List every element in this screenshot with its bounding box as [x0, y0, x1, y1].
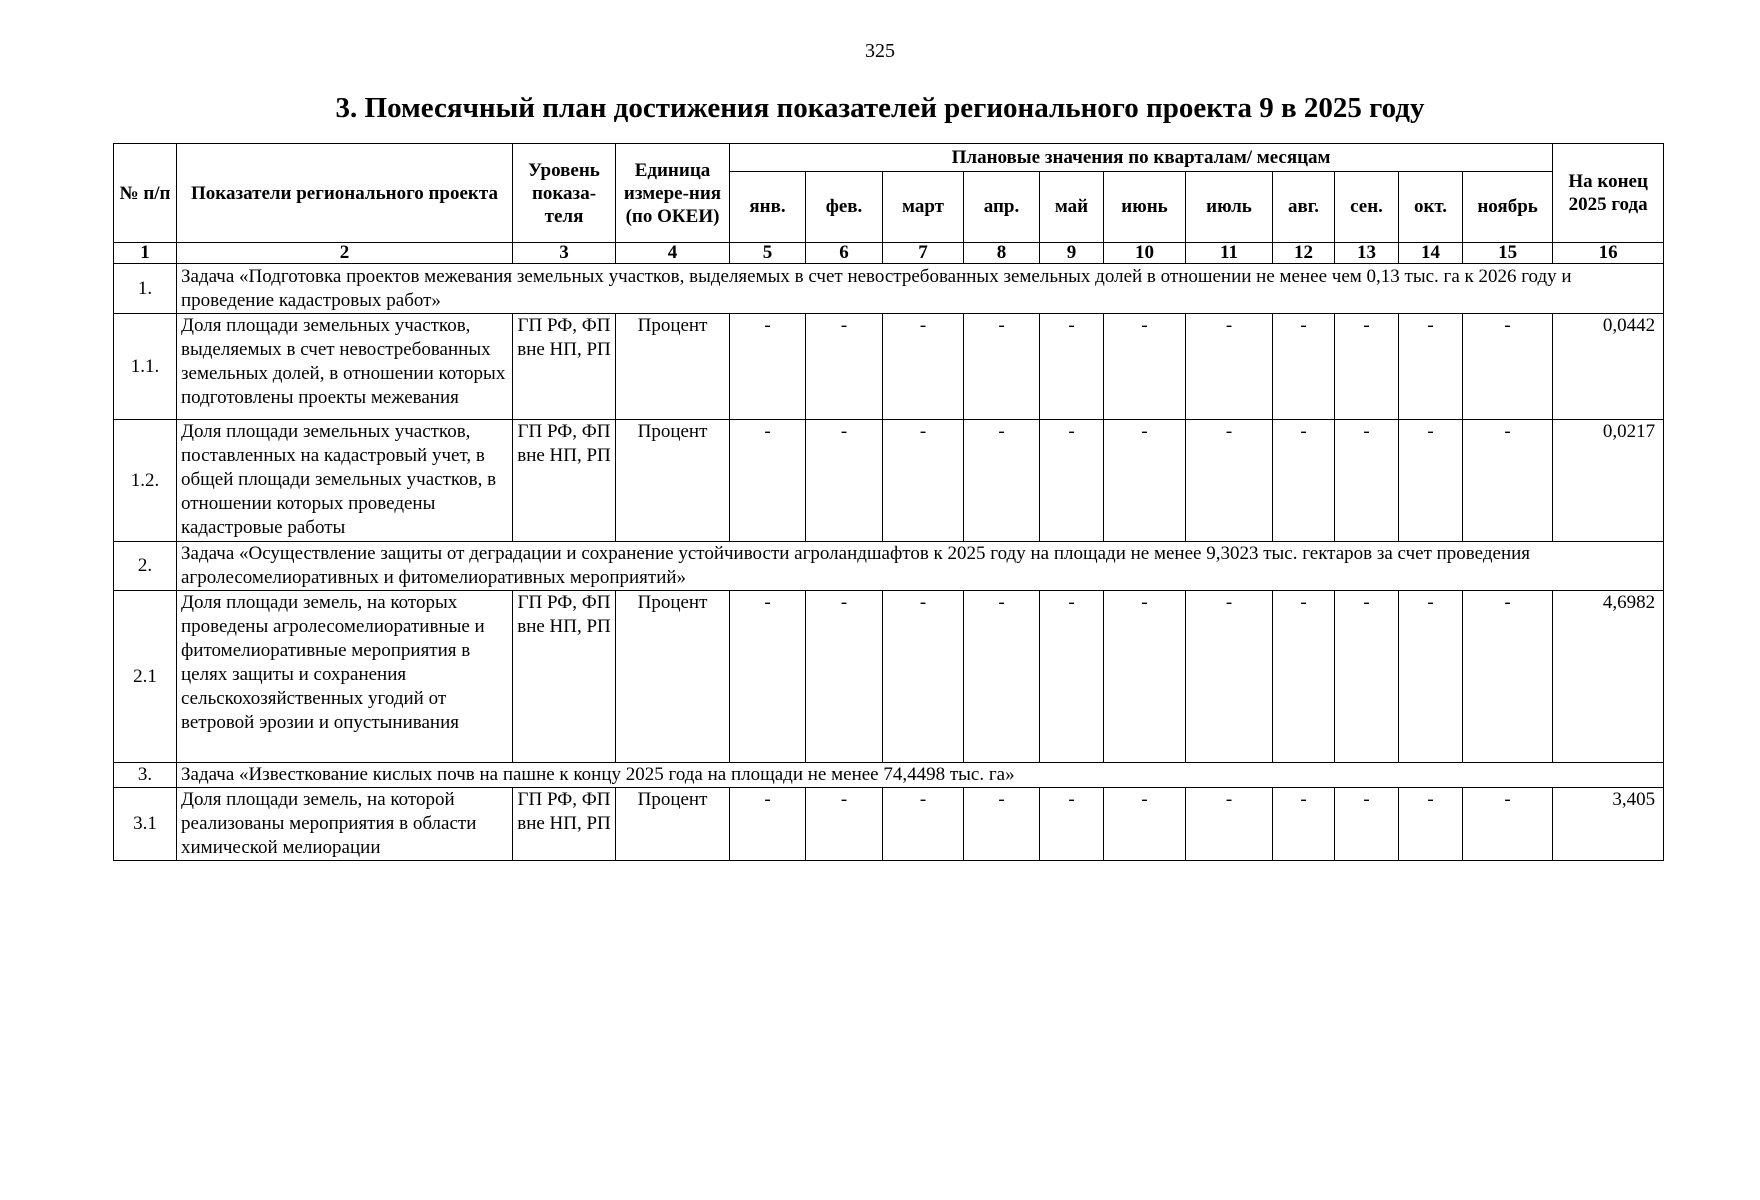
month-value: -	[1104, 314, 1186, 420]
indicator-row	[114, 314, 1664, 420]
month-value: -	[806, 591, 883, 763]
indicator-level: ГП РФ, ФП вне НП, РП	[513, 591, 616, 763]
month-value: -	[1399, 788, 1463, 861]
month-value: -	[964, 591, 1040, 763]
task-description: Задача «Осуществление защиты от деградации и сохранение устойчивости агроландшафтов к 2025 году на площади не менее 9,3023 тыс. гектаров за счет проведения агролесомелиоративных и фитомелиоративных мероприятий»	[177, 542, 1664, 591]
year-end-value: 4,6982	[1553, 591, 1664, 763]
page-number: 325	[865, 40, 895, 62]
column-number: 8	[964, 243, 1040, 264]
column-number: 12	[1273, 243, 1335, 264]
header-level: Уровень показа-теля	[513, 144, 616, 243]
indicator-number: 1.1.	[114, 314, 177, 420]
month-value: -	[1104, 788, 1186, 861]
indicator-number: 2.1	[114, 591, 177, 763]
task-number: 3.	[114, 763, 177, 788]
month-value: -	[1273, 314, 1335, 420]
month-value: -	[1463, 788, 1553, 861]
header-month: ноябрь	[1463, 172, 1553, 243]
month-value: -	[1186, 420, 1273, 542]
column-number: 15	[1463, 243, 1553, 264]
month-value: -	[1186, 314, 1273, 420]
month-value: -	[730, 314, 806, 420]
task-row	[114, 264, 1664, 314]
header-month: май	[1040, 172, 1104, 243]
header-month: сен.	[1335, 172, 1399, 243]
month-value: -	[1040, 788, 1104, 861]
plan-table	[113, 143, 1664, 861]
month-value: -	[883, 314, 964, 420]
month-value: -	[964, 420, 1040, 542]
header-month: авг.	[1273, 172, 1335, 243]
column-number: 6	[806, 243, 883, 264]
column-number: 3	[513, 243, 616, 264]
month-value: -	[964, 314, 1040, 420]
indicator-name: Доля площади земель, на которых проведены агролесомелиоративные и фитомелиоративные мероприятия в целях защиты и сохранения сельскохозяйственных угодий от ветровой эрозии и опустынивания	[177, 591, 513, 763]
month-value: -	[730, 591, 806, 763]
indicator-name: Доля площади земельных участков, поставленных на кадастровый учет, в общей площади земельных участков, в отношении которых проведены кадастровые работы	[177, 420, 513, 542]
header-end: На конец 2025 года	[1553, 144, 1664, 243]
column-number: 2	[177, 243, 513, 264]
column-number: 16	[1553, 243, 1664, 264]
month-value: -	[964, 788, 1040, 861]
indicator-unit: Процент	[616, 420, 730, 542]
month-value: -	[1335, 420, 1399, 542]
task-row	[114, 542, 1664, 591]
header-month: янв.	[730, 172, 806, 243]
month-value: -	[1335, 314, 1399, 420]
month-value: -	[1463, 591, 1553, 763]
indicator-unit: Процент	[616, 788, 730, 861]
month-value: -	[883, 420, 964, 542]
page-title: 3. Помесячный план достижения показателей регионального проекта 9 в 2025 году	[335, 92, 1425, 124]
header-month: июль	[1186, 172, 1273, 243]
month-value: -	[1104, 420, 1186, 542]
indicator-level: ГП РФ, ФП вне НП, РП	[513, 314, 616, 420]
task-row	[114, 763, 1664, 788]
header-month: окт.	[1399, 172, 1463, 243]
indicator-name: Доля площади земель, на которой реализованы мероприятия в области химической мелиорации	[177, 788, 513, 861]
month-value: -	[1186, 591, 1273, 763]
month-value: -	[1463, 314, 1553, 420]
month-value: -	[883, 591, 964, 763]
header-month: март	[883, 172, 964, 243]
indicator-row	[114, 420, 1664, 542]
header-num: № п/п	[114, 144, 177, 243]
year-end-value: 3,405	[1553, 788, 1664, 861]
indicator-unit: Процент	[616, 314, 730, 420]
table-body	[114, 264, 1664, 861]
indicator-name: Доля площади земельных участков, выделяемых в счет невостребованных земельных долей, в отношении которых подготовлены проекты межевания	[177, 314, 513, 420]
header-month: апр.	[964, 172, 1040, 243]
month-value: -	[806, 314, 883, 420]
month-value: -	[1399, 591, 1463, 763]
column-number: 7	[883, 243, 964, 264]
month-value: -	[1040, 591, 1104, 763]
column-number: 13	[1335, 243, 1399, 264]
month-value: -	[1040, 420, 1104, 542]
column-numbers-row	[114, 243, 1664, 264]
month-value: -	[1273, 591, 1335, 763]
indicator-unit: Процент	[616, 591, 730, 763]
header-unit: Единица измере-ния (по ОКЕИ)	[616, 144, 730, 243]
header-month: июнь	[1104, 172, 1186, 243]
month-value: -	[1399, 314, 1463, 420]
month-value: -	[883, 788, 964, 861]
indicator-row	[114, 591, 1664, 763]
header-plan: Плановые значения по кварталам/ месяцам	[730, 144, 1553, 172]
column-number: 14	[1399, 243, 1463, 264]
month-value: -	[1335, 788, 1399, 861]
month-value: -	[1273, 420, 1335, 542]
header-indicator: Показатели регионального проекта	[177, 144, 513, 243]
month-value: -	[1463, 420, 1553, 542]
month-value: -	[806, 420, 883, 542]
task-description: Задача «Подготовка проектов межевания земельных участков, выделяемых в счет невостребованных земельных долей в отношении не менее чем 0,13 тыс. га к 2026 году и проведение кадастровых работ»	[177, 264, 1664, 314]
year-end-value: 0,0442	[1553, 314, 1664, 420]
month-value: -	[1273, 788, 1335, 861]
month-value: -	[730, 788, 806, 861]
month-value: -	[1399, 420, 1463, 542]
month-value: -	[1335, 591, 1399, 763]
column-number: 11	[1186, 243, 1273, 264]
task-number: 1.	[114, 264, 177, 314]
column-number: 10	[1104, 243, 1186, 264]
header-month: фев.	[806, 172, 883, 243]
month-value: -	[1040, 314, 1104, 420]
indicator-level: ГП РФ, ФП вне НП, РП	[513, 420, 616, 542]
indicator-level: ГП РФ, ФП вне НП, РП	[513, 788, 616, 861]
indicator-number: 3.1	[114, 788, 177, 861]
month-value: -	[730, 420, 806, 542]
column-number: 4	[616, 243, 730, 264]
column-number: 9	[1040, 243, 1104, 264]
month-value: -	[806, 788, 883, 861]
month-value: -	[1186, 788, 1273, 861]
indicator-number: 1.2.	[114, 420, 177, 542]
task-description: Задача «Известкование кислых почв на пашне к концу 2025 года на площади не менее 74,4498 тыс. га»	[177, 763, 1664, 788]
task-number: 2.	[114, 542, 177, 591]
year-end-value: 0,0217	[1553, 420, 1664, 542]
month-value: -	[1104, 591, 1186, 763]
column-number: 5	[730, 243, 806, 264]
column-number: 1	[114, 243, 177, 264]
indicator-row	[114, 788, 1664, 861]
